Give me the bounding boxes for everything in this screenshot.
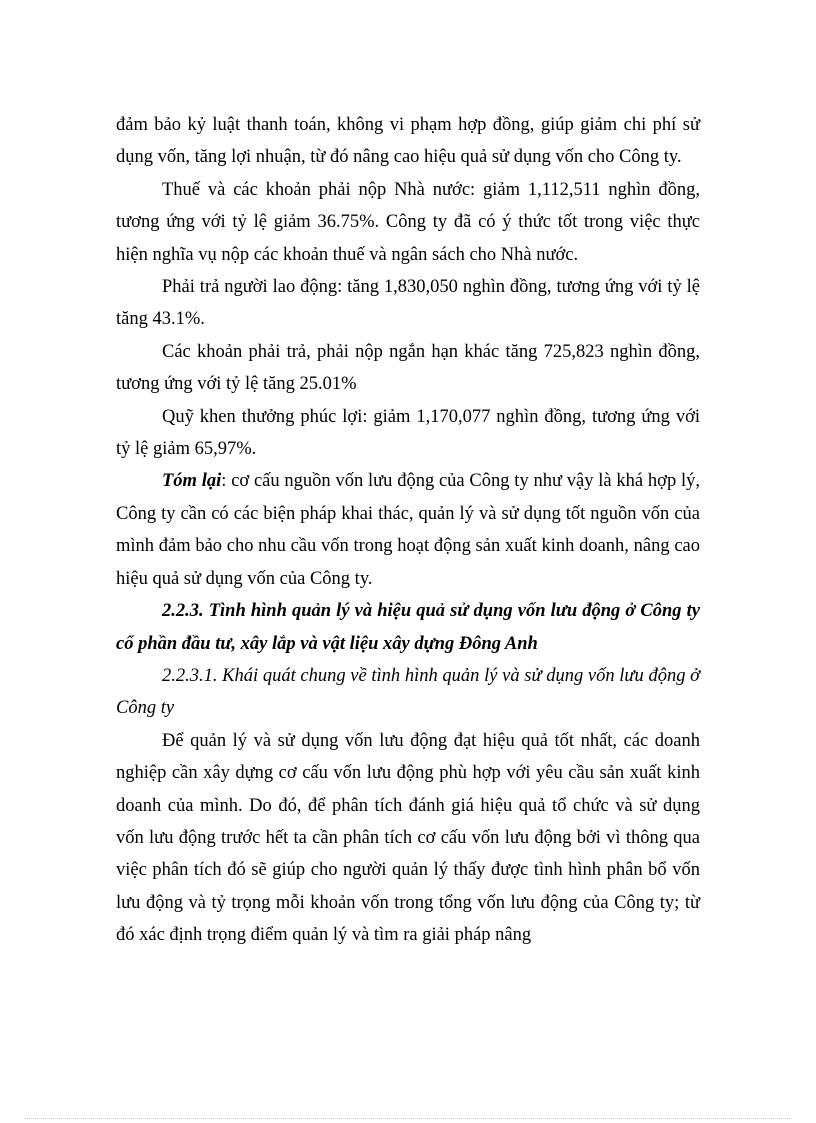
summary-text: : cơ cấu nguồn vốn lưu động của Công ty như vậy là khá hợp lý, Công ty cần có các biện pháp khai thác, quản lý và sử dụng tốt nguồn vốn của mình đảm bảo cho nhu cầu vốn trong hoạt động sản xuất kinh doanh, nâng cao hiệu quả sử dụng vốn của Công ty.	[116, 471, 700, 589]
paragraph-continuation: đảm bảo kỷ luật thanh toán, không vi phạm hợp đồng, giúp giảm chi phí sử dụng vốn, tăng lợi nhuận, từ đó nâng cao hiệu quả sử dụng vốn cho Công ty.	[116, 115, 700, 168]
paragraph-welfare-fund: Quỹ khen thưởng phúc lợi: giảm 1,170,077 nghìn đồng, tương ứng với tỷ lệ giảm 65,97%.	[116, 406, 700, 460]
section-heading: 2.2.3. Tình hình quản lý và hiệu quả sử dụng vốn lưu động ở Công ty cổ phần đầu tư, xây lắp và vật liệu xây dựng Đông Anh	[116, 601, 700, 654]
summary-lead: Tóm lại	[162, 471, 222, 492]
paragraph-tax: Thuế và các khoản phải nộp Nhà nước: giảm 1,112,511 nghìn đồng, tương ứng với tỷ lệ giảm 36.75%. Công ty đã có ý thức tốt trong việc thực hiện nghĩa vụ nộp các khoản thuế và ngân sách cho Nhà nước.	[116, 179, 700, 265]
paragraph-employee-payables: Phải trả người lao động: tăng 1,830,050 nghìn đồng, tương ứng với tỷ lệ tăng 43.1%.	[116, 277, 700, 330]
paragraph-summary	[116, 465, 700, 595]
paragraph-working-capital: Để quản lý và sử dụng vốn lưu động đạt hiệu quả tốt nhất, các doanh nghiệp cần xây dựng cơ cấu vốn lưu động phù hợp với yêu cầu sản xuất kinh doanh của mình. Do đó, để phân tích đánh giá hiệu quả tổ chức và sử dụng vốn lưu động trước hết ta cần phân tích cơ cấu vốn lưu động bởi vì thông qua việc phân tích đó sẽ giúp cho người quản lý thấy được tình hình phân bổ vốn lưu động và tỷ trọng mỗi khoản vốn trong tổng vốn lưu động của Công ty; từ đó xác định trọng điểm quản lý và tìm ra giải pháp nâng	[116, 730, 700, 946]
paragraph-other-payables: Các khoản phải trả, phải nộp ngắn hạn khác tăng 725,823 nghìn đồng, tương ứng với tỷ lệ tăng 25.01%	[116, 341, 700, 395]
subsection-heading: 2.2.3.1. Khái quát chung về tình hình quản lý và sử dụng vốn lưu động ở Công ty	[116, 665, 700, 719]
document-page	[116, 109, 700, 952]
page-bottom-border	[24, 1118, 792, 1119]
